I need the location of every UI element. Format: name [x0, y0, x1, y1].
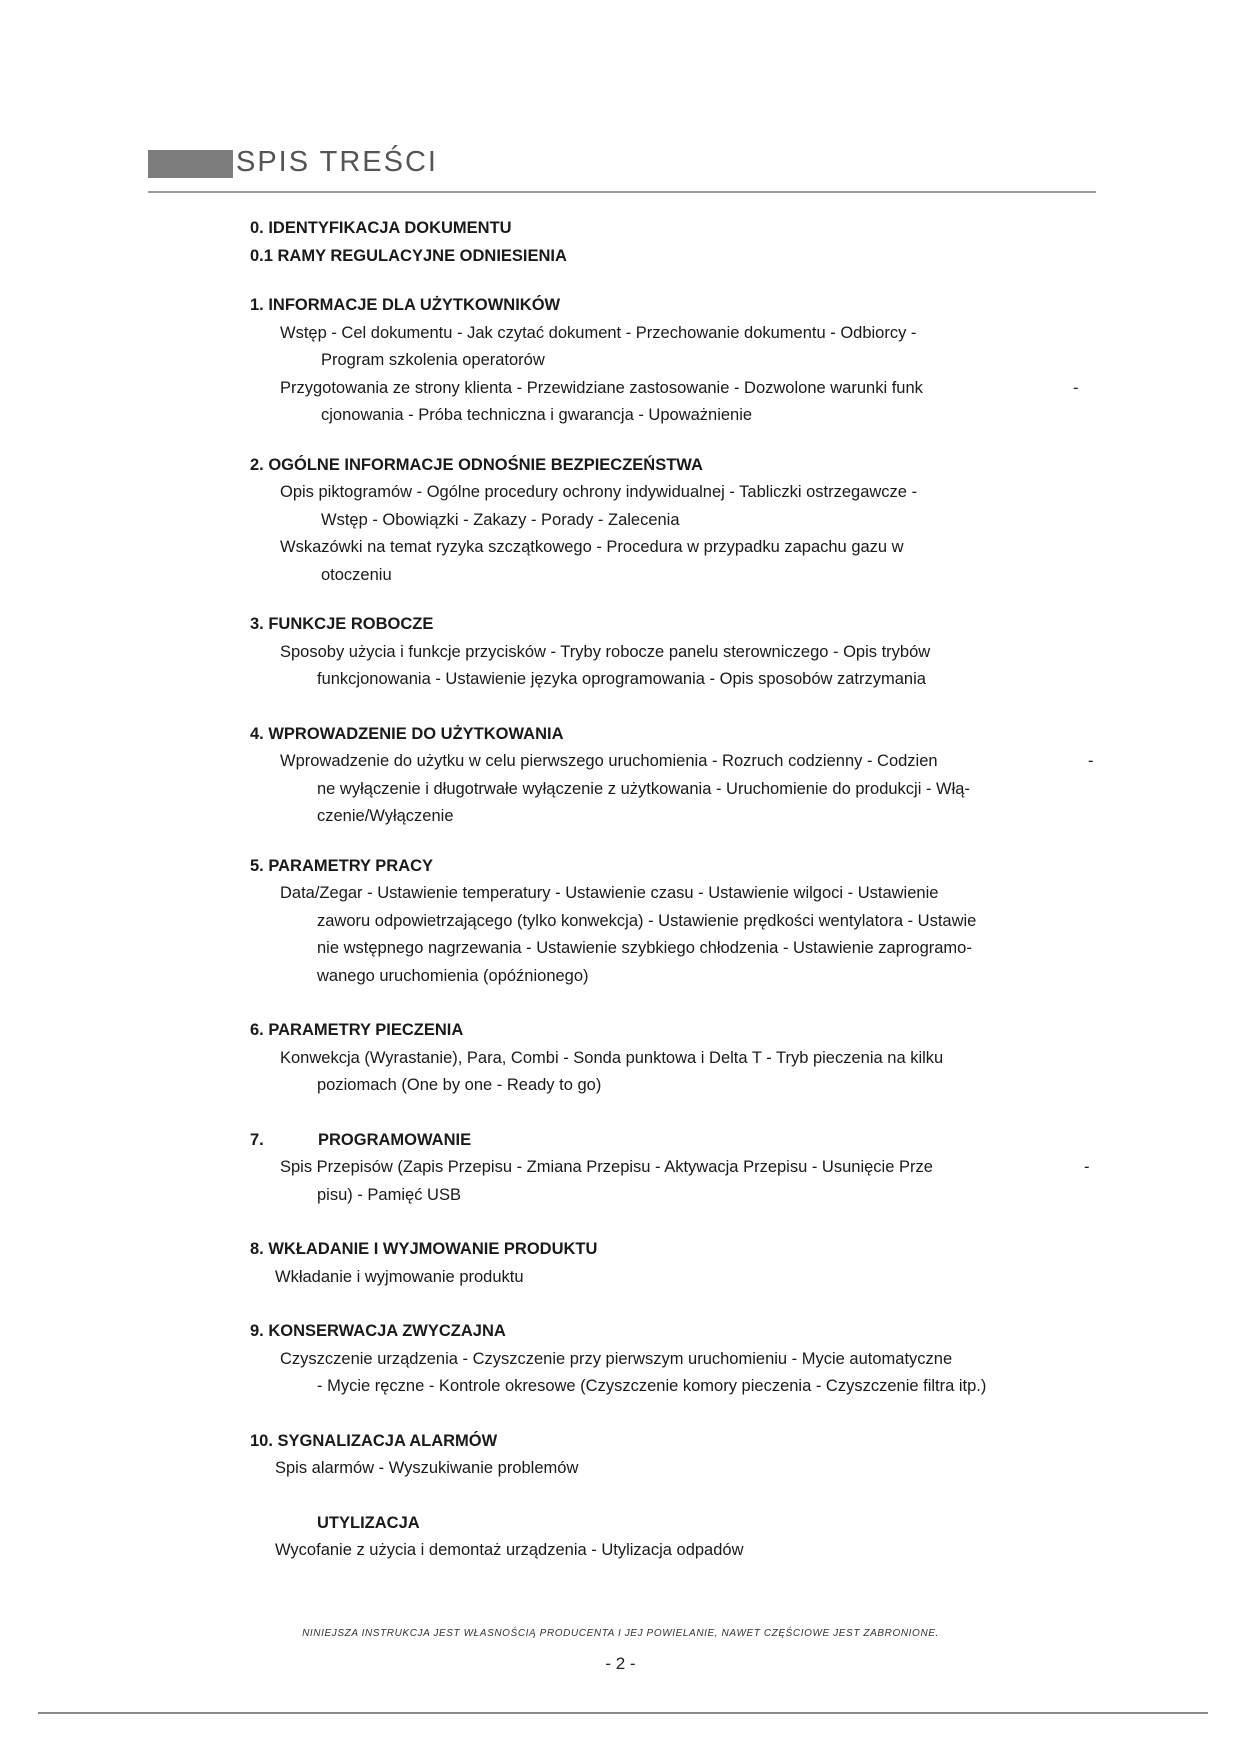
hyphen-mark: -: [1084, 1158, 1090, 1176]
section-title: PROGRAMOWANIE: [318, 1130, 472, 1149]
footer-divider: [38, 1712, 1208, 1714]
toc-entry-line: wanego uruchomienia (opóźnionego): [317, 966, 589, 985]
toc-heading-9: 9. KONSERWACJA ZWYCZAJNA: [250, 1322, 506, 1340]
toc-entry-line: cjonowania - Próba techniczna i gwarancja - Upoważnienie: [321, 406, 753, 424]
copyright-notice: NINIEJSZA INSTRUKCJA JEST WŁASNOŚCIĄ PRODUCENTA I JEJ POWIELANIE, NAWET CZĘŚCIOWE JEST ZABRONIONE.: [302, 1628, 939, 1639]
toc-entry-line: Program szkolenia operatorów: [321, 351, 545, 369]
toc-entry-line: nie wstępnego nagrzewania - Ustawienie szybkiego chłodzenia - Ustawienie zaprogramo-: [317, 939, 972, 957]
toc-heading-4: 4. WPROWADZENIE DO UŻYTKOWANIA: [250, 724, 564, 743]
header-bar-decoration: [148, 150, 233, 178]
toc-entry-line: Wskazówki na temat ryzyka szczątkowego - Procedura w przypadku zapachu gazu w: [280, 538, 904, 556]
toc-entry-text: Wprowadzenie do użytku w celu pierwszego uruchomienia - Rozruch codzienny - Codzien: [280, 752, 938, 770]
toc-heading-5: 5. PARAMETRY PRACY: [250, 856, 434, 875]
toc-entry-line: pisu) - Pamięć USB: [317, 1185, 461, 1204]
toc-entry-line: Wstęp - Obowiązki - Zakazy - Porady - Zalecenia: [321, 510, 680, 529]
toc-entry-line: Spis alarmów - Wyszukiwanie problemów: [275, 1459, 579, 1477]
table-of-contents: [250, 215, 1100, 1565]
toc-heading-6: 6. PARAMETRY PIECZENIA: [250, 1021, 464, 1039]
toc-heading-0: 0. IDENTYFIKACJA DOKUMENTU: [250, 219, 512, 237]
section-number: 7.: [250, 1130, 264, 1149]
toc-entry-line: Wstęp - Cel dokumentu - Jak czytać dokument - Przechowanie dokumentu - Odbiorcy -: [280, 323, 917, 342]
toc-heading-0-1: 0.1 RAMY REGULACYJNE ODNIESIENIA: [250, 246, 567, 265]
toc-entry-line: Wycofanie z użycia i demontaż urządzenia - Utylizacja odpadów: [275, 1541, 744, 1559]
toc-entry-line: zaworu odpowietrzającego (tylko konwekcja) - Ustawienie prędkości wentylatora - Ustawie: [317, 911, 977, 930]
toc-entry-line: poziomach (One by one - Ready to go): [317, 1076, 602, 1094]
toc-entry-line: czenie/Wyłączenie: [317, 807, 454, 825]
toc-entry-line: otoczeniu: [321, 565, 392, 584]
toc-heading-8: 8. WKŁADANIE I WYJMOWANIE PRODUKTU: [250, 1240, 598, 1258]
toc-heading-2: 2. OGÓLNE INFORMACJE ODNOŚNIE BEZPIECZEŃSTWA: [250, 455, 703, 474]
hyphen-mark: -: [1073, 378, 1079, 397]
toc-heading-3: 3. FUNKCJE ROBOCZE: [250, 615, 434, 633]
page-number: - 2 -: [605, 1654, 636, 1673]
toc-heading-1: 1. INFORMACJE DLA UŻYTKOWNIKÓW: [250, 296, 561, 314]
hyphen-mark: -: [1088, 752, 1094, 770]
toc-entry-text: Spis Przepisów (Zapis Przepisu - Zmiana Przepisu - Aktywacja Przepisu - Usunięcie Prze: [280, 1158, 933, 1176]
toc-entry-line: - Mycie ręczne - Kontrole okresowe (Czyszczenie komory pieczenia - Czyszczenie filtra itp.): [317, 1377, 987, 1395]
toc-heading-7: [250, 1127, 1100, 1155]
toc-entry-text: Przygotowania ze strony klienta - Przewidziane zastosowanie - Dozwolone warunki funk: [280, 378, 923, 397]
header-divider: [148, 191, 1096, 193]
toc-entry-line: Wkładanie i wyjmowanie produktu: [275, 1267, 524, 1286]
toc-entry-line: [250, 748, 1100, 776]
toc-heading-utylizacja: UTYLIZACJA: [317, 1513, 420, 1532]
toc-entry-line: ne wyłączenie i długotrwałe wyłączenie z użytkowania - Uruchomienie do produkcji - Włą-: [317, 779, 970, 798]
toc-entry-line: Czyszczenie urządzenia - Czyszczenie przy pierwszym uruchomieniu - Mycie automatyczne: [280, 1349, 953, 1368]
page-title: SPIS TREŚCI: [236, 146, 438, 178]
toc-entry-line: Konwekcja (Wyrastanie), Para, Combi - Sonda punktowa i Delta T - Tryb pieczenia na kilku: [280, 1048, 944, 1067]
toc-entry-line: Data/Zegar - Ustawienie temperatury - Ustawienie czasu - Ustawienie wilgoci - Ustawienie: [280, 884, 939, 902]
toc-heading-10: 10. SYGNALIZACJA ALARMÓW: [250, 1431, 498, 1450]
toc-entry-line: [250, 375, 1100, 403]
toc-entry-line: Opis piktogramów - Ogólne procedury ochrony indywidualnej - Tabliczki ostrzegawcze -: [280, 483, 918, 501]
toc-entry-line: [250, 1154, 1100, 1182]
toc-entry-line: Sposoby użycia i funkcje przycisków - Tryby robocze panelu sterowniczego - Opis trybów: [280, 642, 931, 661]
toc-entry-line: funkcjonowania - Ustawienie języka oprogramowania - Opis sposobów zatrzymania: [317, 670, 926, 688]
